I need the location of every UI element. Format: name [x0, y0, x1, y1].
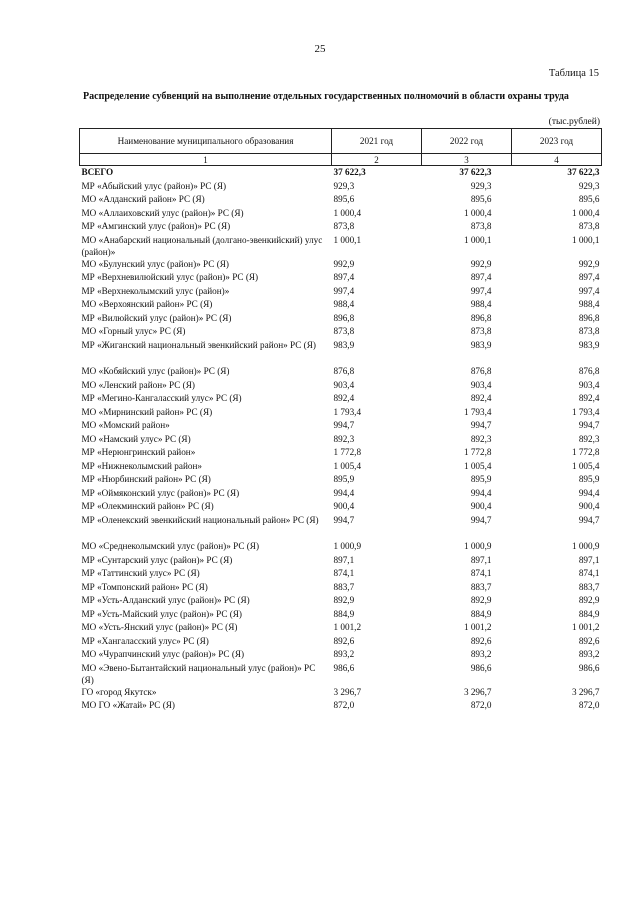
value-2021: 37 622,3: [333, 167, 366, 177]
municipality-name: МО «Кобяйский улус (район)» РС (Я): [81, 366, 230, 376]
value-2021: 994,7: [333, 420, 355, 430]
value-2023: 37 622,3: [567, 167, 600, 177]
municipality-name: МО «Среднеколымский улус (район)» РС (Я): [81, 541, 259, 551]
value-2022: 997,4: [470, 285, 492, 296]
value-2021: 892,6: [333, 635, 355, 646]
value-2022: 986,6: [470, 662, 492, 673]
value-2021: 903,4: [333, 379, 355, 390]
value-2021: 883,7: [333, 581, 355, 592]
municipality-name: МО «Ленский район» РС (Я): [81, 379, 195, 390]
municipality-name: МР «Вилюйский улус (район)» РС (Я): [81, 312, 232, 323]
value-2021: 1 772,8: [333, 447, 362, 457]
table-row: [80, 686, 602, 700]
value-2023: 876,8: [578, 366, 600, 376]
value-2021: 897,1: [333, 554, 355, 565]
value-2023: 994,4: [578, 487, 600, 498]
spacer-cell: [332, 352, 422, 365]
header-index-3: 3: [422, 154, 512, 166]
value-2023: 1 772,8: [571, 447, 600, 457]
value-2022: 3 296,7: [463, 686, 492, 697]
value-2022: 883,7: [470, 581, 492, 592]
municipality-name: МР «Томпонский район» РС (Я): [81, 581, 208, 592]
value-2022: 1 793,4: [463, 406, 492, 417]
value-2022: 1 005,4: [463, 460, 492, 471]
value-2023: 3 296,7: [571, 686, 600, 697]
value-2022: 37 622,3: [459, 167, 492, 177]
municipality-name: МР «Таттинский улус» РС (Я): [81, 568, 200, 578]
value-2022: 893,2: [470, 649, 492, 659]
municipality-name: МО «Усть-Янский улус (район)» РС (Я): [81, 622, 238, 632]
value-2022: 903,4: [470, 379, 492, 390]
municipality-name: МР «Оленекский эвенкийский национальный район» РС (Я): [81, 514, 319, 525]
value-2022: 929,3: [470, 180, 492, 191]
municipality-name: МО «Эвено-Бытантайский национальный улус (район)» РС (Я): [81, 662, 316, 685]
value-2022: 1 000,9: [463, 541, 492, 551]
table-spacer-row: [80, 527, 602, 540]
value-2023: 873,8: [578, 221, 600, 231]
value-2023: 1 000,4: [571, 207, 600, 218]
table-row: [80, 406, 602, 420]
value-2021: 892,3: [333, 433, 355, 444]
table-row: [80, 433, 602, 447]
value-2022: 897,1: [470, 554, 492, 565]
spacer-cell: [80, 527, 332, 540]
table-row: [80, 193, 602, 207]
table-row: [80, 285, 602, 299]
table-row: [80, 648, 602, 662]
municipality-name: МО «Момский район»: [81, 420, 170, 430]
value-2022: 892,3: [470, 433, 492, 444]
value-2021: 895,6: [333, 194, 355, 204]
municipality-name: МО «Горный улус» РС (Я): [81, 326, 186, 336]
value-2022: 892,9: [470, 595, 492, 605]
table-row: [80, 567, 602, 581]
value-2021: 992,9: [333, 258, 355, 269]
table-row: [80, 635, 602, 649]
value-2022: 892,4: [470, 393, 492, 403]
municipality-name: МР «Сунтарский улус (район)» РС (Я): [81, 554, 233, 565]
value-2022: 873,8: [470, 326, 492, 336]
value-2023: 892,9: [578, 595, 600, 605]
table-row: [80, 392, 602, 406]
value-2022: 872,0: [470, 700, 492, 710]
value-2023: 893,2: [578, 649, 600, 659]
value-2021: 884,9: [333, 608, 355, 619]
value-2023: 874,1: [578, 568, 600, 578]
value-2021: 983,9: [333, 339, 355, 350]
value-2023: 895,6: [578, 194, 600, 204]
table-row: [80, 312, 602, 326]
value-2021: 896,8: [333, 312, 355, 323]
table-row: [80, 298, 602, 312]
value-2021: 994,7: [333, 514, 355, 525]
value-2022: 884,9: [470, 608, 492, 619]
municipality-name: МР «Верхневилюйский улус (район)» РС (Я): [81, 272, 259, 282]
value-2021: 897,4: [333, 272, 355, 282]
value-2021: 893,2: [333, 649, 355, 659]
table-row: [80, 699, 602, 713]
municipality-name: МР «Оймяконский улус (район)» РС (Я): [81, 487, 240, 498]
value-2021: 1 000,4: [333, 207, 362, 218]
spacer-cell: [422, 352, 512, 365]
value-2023: 883,7: [578, 581, 600, 592]
municipality-name: МР «Нерюнгринский район»: [81, 447, 196, 457]
header-index-4: 4: [512, 154, 602, 166]
value-2021: 3 296,7: [333, 686, 362, 697]
municipality-name: МО «Алданский район» РС (Я): [81, 194, 205, 204]
units-label: (тыс.рублей): [548, 117, 600, 127]
municipality-name: МР «Хангаласский улус» РС (Я): [81, 635, 209, 646]
table-row: [80, 621, 602, 635]
value-2023: 900,4: [578, 501, 600, 511]
table-total-row: [80, 166, 602, 180]
value-2023: 903,4: [578, 379, 600, 390]
value-2023: 1 001,2: [571, 622, 600, 632]
value-2023: 873,8: [578, 326, 600, 336]
table-row: [80, 554, 602, 568]
value-2022: 994,4: [470, 487, 492, 498]
table-row: [80, 581, 602, 595]
municipality-name: ГО «город Якутск»: [81, 686, 157, 697]
value-2022: 873,8: [470, 221, 492, 231]
header-2021: 2021 год: [332, 129, 422, 154]
value-2022: 895,6: [470, 194, 492, 204]
table-row: [80, 608, 602, 622]
value-2023: 983,9: [578, 339, 600, 350]
value-2022: 983,9: [470, 339, 492, 350]
municipality-name: МО «Булунский улус (район)» РС (Я): [81, 258, 229, 269]
table-row: [80, 339, 602, 353]
value-2023: 872,0: [578, 700, 600, 710]
municipality-name: МР «Жиганский национальный эвенкийский район» РС (Я): [81, 339, 316, 350]
municipality-name: МО «Чурапчинский улус (район)» РС (Я): [81, 649, 245, 659]
value-2023: 1 000,1: [571, 234, 600, 245]
value-2022: 1 000,4: [463, 207, 492, 218]
municipality-name: МО «Анабарский национальный (долгано-эвенкийский) улус (район)»: [81, 234, 323, 257]
value-2023: 1 005,4: [571, 460, 600, 471]
municipality-name: МО «Намский улус» РС (Я): [81, 433, 191, 444]
value-2022: 1 772,8: [463, 447, 492, 457]
spacer-cell: [332, 527, 422, 540]
value-2021: 873,8: [333, 221, 355, 231]
table-row: [80, 460, 602, 474]
header-index-row: [80, 154, 602, 166]
value-2023: 1 793,4: [571, 406, 600, 417]
municipality-name: МР «Усть-Майский улус (район)» РС (Я): [81, 608, 242, 619]
municipality-name: МР «Нюрбинский район» РС (Я): [81, 474, 211, 484]
value-2022: 988,4: [470, 299, 492, 309]
table-row: [80, 365, 602, 379]
value-2021: 997,4: [333, 285, 355, 296]
value-2022: 876,8: [470, 366, 492, 376]
spacer-cell: [422, 527, 512, 540]
value-2021: 876,8: [333, 366, 355, 376]
value-2021: 1 000,1: [333, 234, 362, 245]
table-row: [80, 540, 602, 554]
table-row: [80, 258, 602, 272]
value-2023: 997,4: [578, 285, 600, 296]
value-2023: 994,7: [578, 420, 600, 430]
value-2023: 892,6: [578, 635, 600, 646]
value-2023: 897,4: [578, 272, 600, 282]
value-2022: 900,4: [470, 501, 492, 511]
table-spacer-row: [80, 352, 602, 365]
table-label: Таблица 15: [548, 68, 599, 79]
value-2021: 1 000,9: [333, 541, 362, 551]
value-2021: 1 793,4: [333, 406, 362, 417]
value-2022: 1 001,2: [463, 622, 492, 632]
value-2023: 884,9: [578, 608, 600, 619]
municipality-name: МР «Усть-Алданский улус (район)» РС (Я): [81, 595, 250, 605]
value-2022: 874,1: [470, 568, 492, 578]
value-2021: 874,1: [333, 568, 355, 578]
spacer-cell: [512, 527, 602, 540]
value-2021: 986,6: [333, 662, 355, 673]
value-2022: 1 000,1: [463, 234, 492, 245]
value-2022: 897,4: [470, 272, 492, 282]
table-row: [80, 446, 602, 460]
value-2023: 988,4: [578, 299, 600, 309]
spacer-cell: [512, 352, 602, 365]
header-2022: 2022 год: [422, 129, 512, 154]
value-2021: 872,0: [333, 700, 355, 710]
header-row: [80, 129, 602, 154]
value-2022: 892,6: [470, 635, 492, 646]
table-row: [80, 662, 602, 686]
value-2022: 994,7: [470, 514, 492, 525]
value-2023: 892,3: [578, 433, 600, 444]
value-2021: 892,9: [333, 595, 355, 605]
value-2021: 900,4: [333, 501, 355, 511]
value-2021: 873,8: [333, 326, 355, 336]
table-row: [80, 473, 602, 487]
value-2023: 896,8: [578, 312, 600, 323]
municipality-name: МР «Амгинский улус (район)» РС (Я): [81, 221, 231, 231]
municipality-name: МР «Абыйский улус (район)» РС (Я): [81, 180, 227, 191]
table-row: [80, 487, 602, 501]
table-row: [80, 594, 602, 608]
page-number: 25: [314, 43, 326, 55]
subvention-table: [79, 128, 602, 713]
value-2022: 994,7: [470, 420, 492, 430]
value-2021: 988,4: [333, 299, 355, 309]
header-name: Наименование муниципального образования: [80, 129, 332, 154]
value-2023: 994,7: [578, 514, 600, 525]
value-2021: 1 001,2: [333, 622, 362, 632]
value-2023: 895,9: [578, 474, 600, 484]
value-2021: 994,4: [333, 487, 355, 498]
table-row: [80, 514, 602, 528]
municipality-name: МО «Верхоянский район» РС (Я): [81, 299, 213, 309]
value-2023: 892,4: [578, 393, 600, 403]
municipality-name: МО ГО «Жатай» РС (Я): [81, 700, 175, 710]
municipality-name: МР «Верхнеколымский улус (район)»: [81, 285, 230, 296]
header-index-2: 2: [332, 154, 422, 166]
spacer-cell: [80, 352, 332, 365]
table-row: [80, 500, 602, 514]
value-2021: 929,3: [333, 180, 355, 191]
header-index-1: 1: [80, 154, 332, 166]
municipality-name: МО «Аллаиховский улус (район)» РС (Я): [81, 207, 244, 218]
value-2021: 892,4: [333, 393, 355, 403]
value-2022: 992,9: [470, 258, 492, 269]
value-2022: 895,9: [470, 474, 492, 484]
table-row: [80, 419, 602, 433]
municipality-name: МО «Мирнинский район» РС (Я): [81, 406, 213, 417]
value-2023: 897,1: [578, 554, 600, 565]
municipality-name: МР «Мегино-Кангаласский улус» РС (Я): [81, 393, 242, 403]
value-2023: 929,3: [578, 180, 600, 191]
value-2023: 992,9: [578, 258, 600, 269]
table-row: [80, 180, 602, 194]
table-body: [80, 166, 602, 713]
table-row: [80, 234, 602, 258]
value-2021: 1 005,4: [333, 460, 362, 471]
table-row: [80, 207, 602, 221]
value-2023: 1 000,9: [571, 541, 600, 551]
table-row: [80, 379, 602, 393]
municipality-name: ВСЕГО: [81, 167, 114, 177]
value-2023: 986,6: [578, 662, 600, 673]
table-row: [80, 220, 602, 234]
table-row: [80, 271, 602, 285]
municipality-name: МР «Олекминский район» РС (Я): [81, 501, 214, 511]
value-2022: 896,8: [470, 312, 492, 323]
table-row: [80, 325, 602, 339]
header-2023: 2023 год: [512, 129, 602, 154]
municipality-name: МР «Нижнеколымский район»: [81, 460, 202, 471]
value-2021: 895,9: [333, 474, 355, 484]
document-title: Распределение субвенций на выполнение отдельных государственных полномочий в области охраны труда: [83, 91, 569, 102]
